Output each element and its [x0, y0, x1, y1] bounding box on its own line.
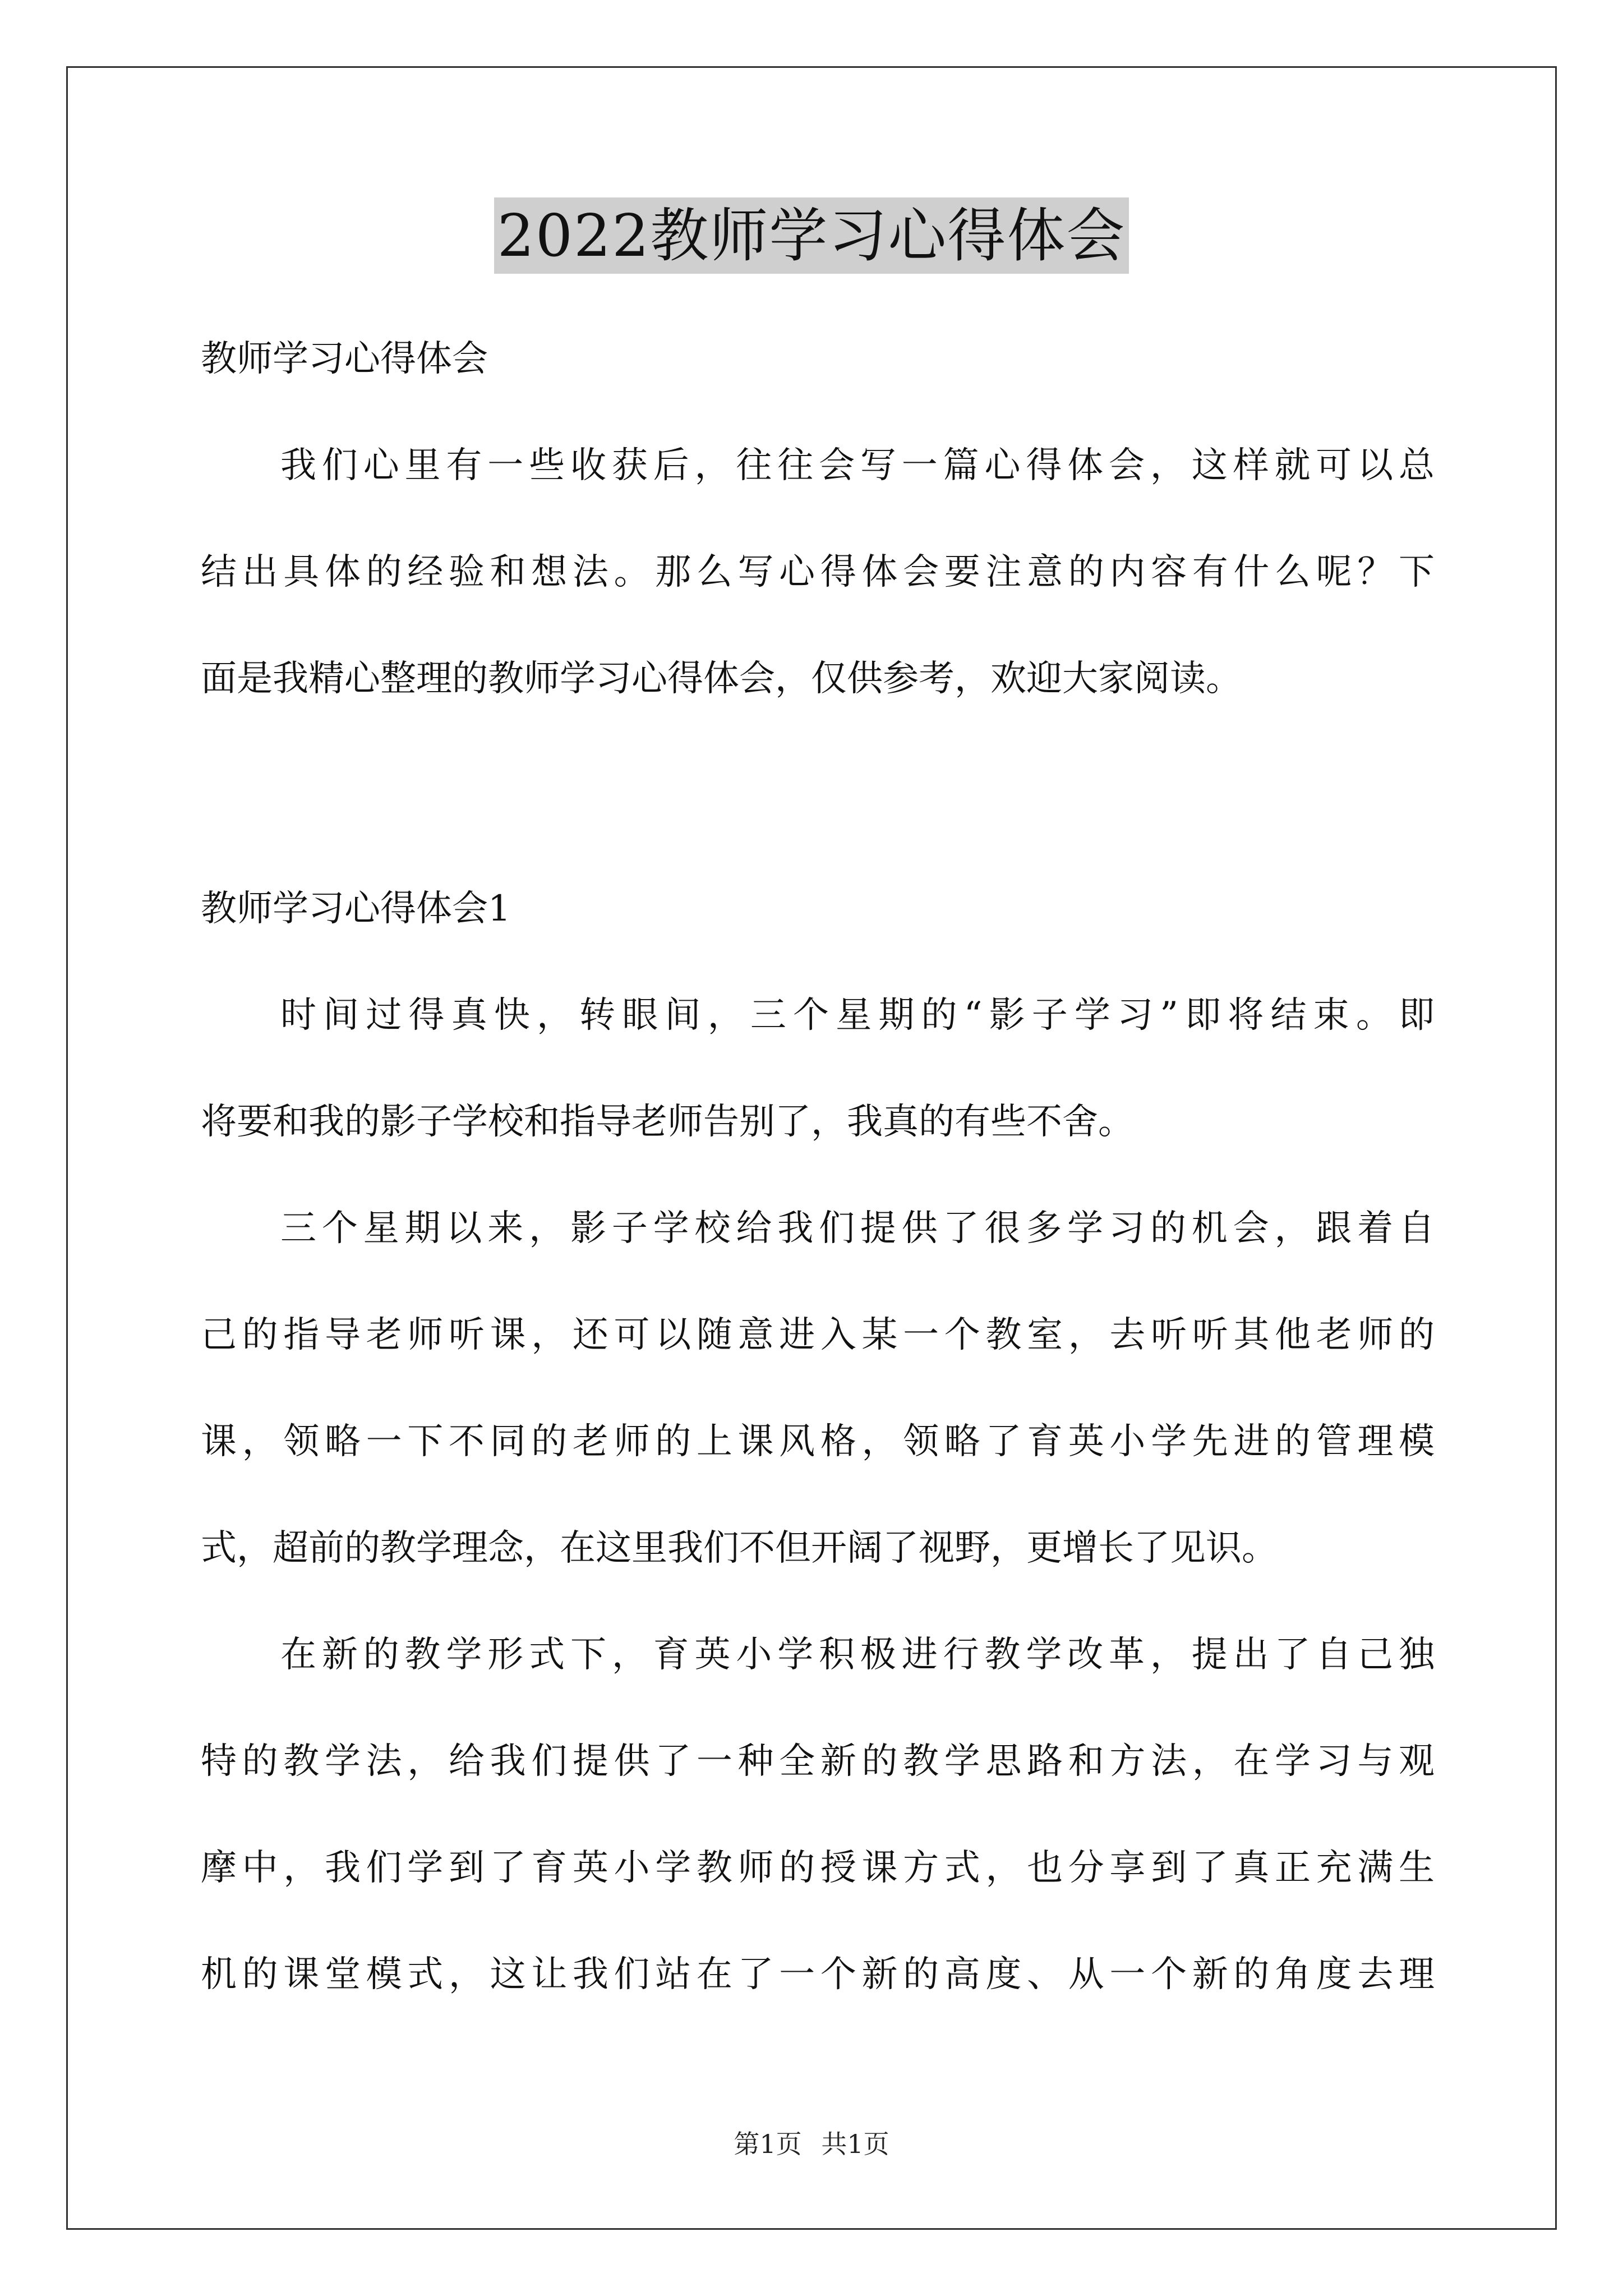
page-footer — [0, 2127, 1623, 2161]
paragraph-line: 己的指导老师听课，还可以随意进入某一个教室，去听听其他老师的 — [201, 1314, 1435, 1356]
paragraph-line: 摩中，我们学到了育英小学教师的授课方式，也分享到了真正充满生 — [201, 1847, 1435, 1889]
document-title: 2022教师学习心得体会 — [494, 197, 1129, 274]
paragraph-line: 面是我精心整理的教师学习心得体会，仅供参考，欢迎大家阅读。 — [201, 658, 1242, 700]
paragraph-line: 三个星期以来，影子学校给我们提供了很多学习的机会，跟着自 — [280, 1208, 1435, 1249]
paragraph-line: 课，领略一下不同的老师的上课风格，领略了育英小学先进的管理模 — [201, 1421, 1435, 1462]
page-number-current: 第1页 — [734, 2129, 802, 2159]
section-heading: 教师学习心得体会1 — [201, 888, 511, 930]
page-number-total: 共1页 — [821, 2129, 889, 2159]
section-heading: 教师学习心得体会 — [201, 338, 488, 380]
paragraph-line: 在新的教学形式下，育英小学积极进行教学改革，提出了自己独 — [280, 1634, 1435, 1676]
paragraph-line: 时间过得真快，转眼间，三个星期的“影子学习”即将结束。即 — [280, 995, 1435, 1036]
paragraph-line: 式，超前的教学理念，在这里我们不但开阔了视野，更增长了见识。 — [201, 1527, 1278, 1569]
paragraph-line: 结出具体的经验和想法。那么写心得体会要注意的内容有什么呢？下 — [201, 551, 1435, 593]
paragraph-line: 特的教学法，给我们提供了一种全新的教学思路和方法，在学习与观 — [201, 1741, 1435, 1782]
title-container — [0, 197, 1623, 274]
paragraph-line: 将要和我的影子学校和指导老师告别了，我真的有些不舍。 — [201, 1101, 1134, 1143]
page-border — [66, 66, 1557, 2230]
paragraph-line: 我们心里有一些收获后，往往会写一篇心得体会，这样就可以总 — [280, 445, 1435, 486]
paragraph-line: 机的课堂模式，这让我们站在了一个新的高度、从一个新的角度去理 — [201, 1954, 1435, 1995]
